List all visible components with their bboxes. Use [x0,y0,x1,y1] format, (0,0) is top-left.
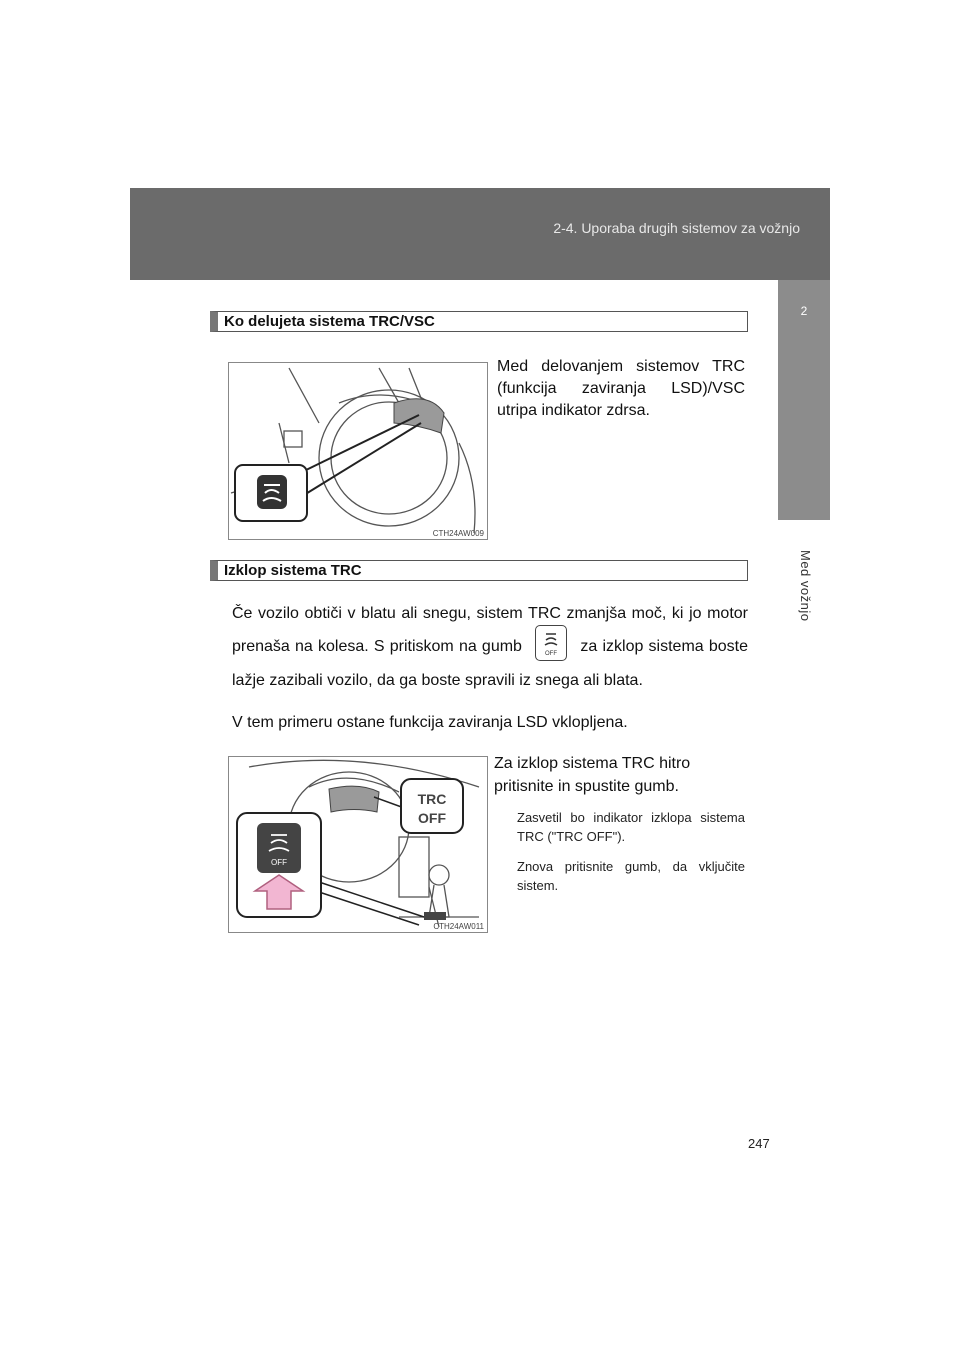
section-heading-trc-off: Izklop sistema TRC [210,560,748,581]
button-off-label: OFF [271,858,287,867]
trc-callout-line2: OFF [418,810,446,826]
header-band [130,188,830,280]
trc-off-paragraph-part1: Če vozilo obtiči v blatu ali snegu, sistem TRC zmanjša moč, ki jo motor prenaša na kolesa. S pritiskom na gumb [232,605,748,656]
figure-code: CTH24AW011 [433,922,484,931]
header-title: 2-4. Uporaba drugih sistemov za vožnjo [553,220,800,236]
trc-off-note-reenable: Znova pritisnite gumb, da vključite sistem. [517,859,745,893]
chapter-number: 2 [800,304,808,318]
figure-slip-indicator [228,362,488,540]
trc-off-instruction: Za izklop sistema TRC hitro pritisnite in spustite gumb. [494,755,691,795]
lsd-note: V tem primeru ostane funkcija zaviranja LSD vklopljena. [232,714,628,731]
section-heading-trc-vsc: Ko delujeta sistema TRC/VSC [210,311,748,332]
trc-callout-line1: TRC [417,791,447,807]
svg-text:OFF: OFF [545,651,558,657]
chapter-tab [778,280,830,520]
page-number: 247 [748,1136,770,1151]
trc-off-paragraph-part2: za izklop sistema boste lažje zazibali vozilo, da ga boste spravili iz snega ali blata. [232,638,749,689]
slip-indicator-text: Med delovanjem sistemov TRC (funkcija zaviranja LSD)/VSC utripa indikator zdrsa. [497,358,745,419]
trc-off-button-icon [535,625,567,661]
figure-trc-off-button [228,756,488,933]
trc-off-paragraph [232,598,748,696]
trc-off-note-indicator: Zasvetil bo indikator izklopa sistema TRC ("TRC OFF"). [517,810,745,844]
figure-code: CTH24AW009 [432,529,484,538]
chapter-label: Med vožnjo [798,550,813,622]
